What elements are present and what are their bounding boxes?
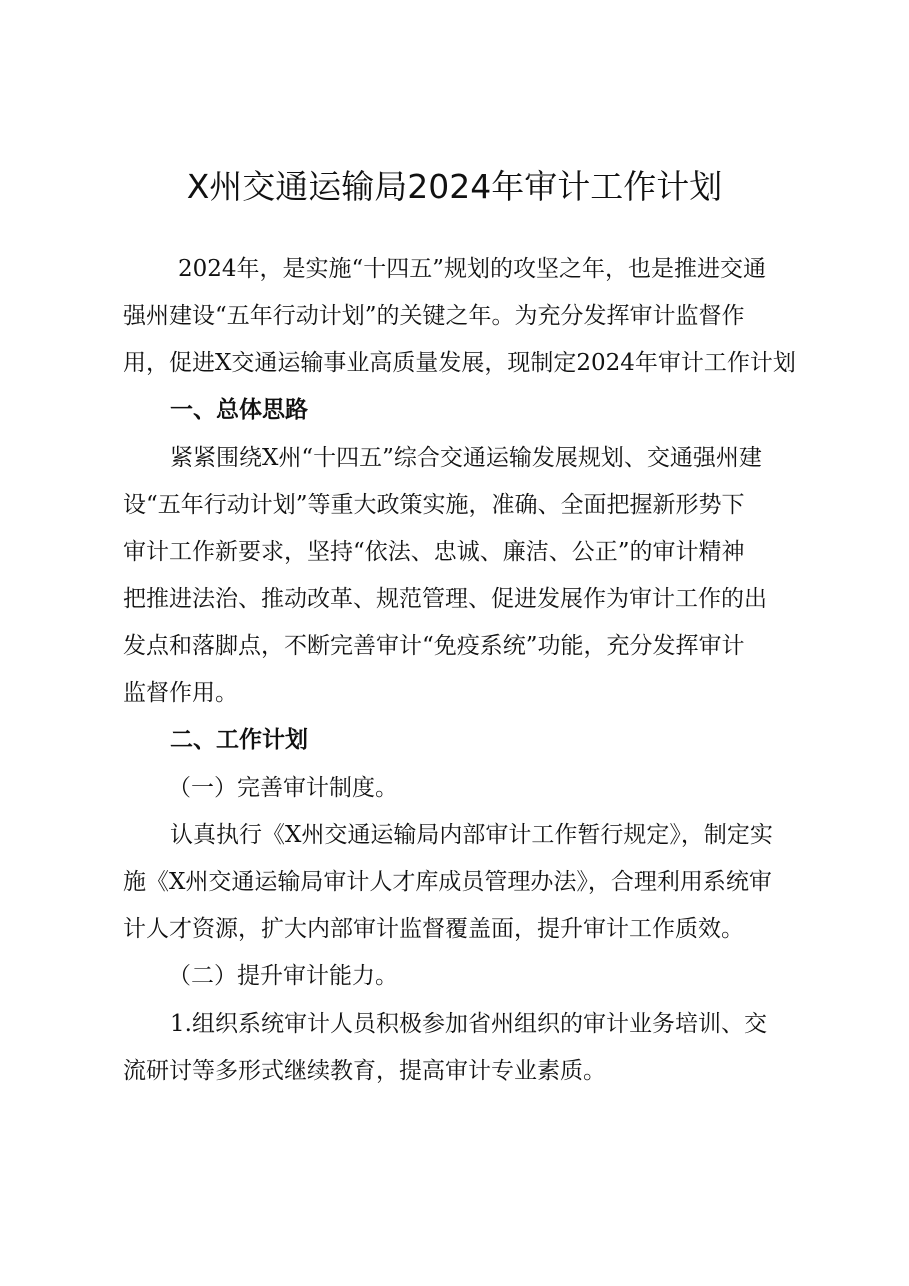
paragraph-capability-line-2: 流研讨等多形式继续教育，提高审计专业素质。 bbox=[123, 1058, 606, 1084]
subheading-improve-system: （一）完善审计制度。 bbox=[168, 775, 398, 801]
paragraph-capability-line-1: 1.组织系统审计人员积极参加省州组织的审计业务培训、交 bbox=[170, 1011, 767, 1037]
heading-work-plan: 二、工作计划 bbox=[170, 726, 308, 753]
paragraph-intro-line-2: 强州建设“五年行动计划”的关键之年。为充分发挥审计监督作 bbox=[123, 303, 745, 329]
paragraph-intro-line-1: 2024年，是实施“十四五”规划的攻坚之年，也是推进交通 bbox=[178, 256, 767, 282]
paragraph-approach-line-3: 审计工作新要求，坚持“依法、忠诚、廉洁、公正”的审计精神 bbox=[123, 539, 745, 565]
paragraph-approach-line-6: 监督作用。 bbox=[123, 680, 238, 706]
paragraph-system-line-3: 计人才资源，扩大内部审计监督覆盖面，提升审计工作质效。 bbox=[123, 916, 744, 942]
paragraph-system-line-1: 认真执行《X州交通运输局内部审计工作暂行规定》，制定实 bbox=[170, 822, 773, 848]
document-title: X州交通运输局2024年审计工作计划 bbox=[186, 167, 723, 206]
paragraph-approach-line-1: 紧紧围绕X州“十四五”综合交通运输发展规划、交通强州建 bbox=[170, 445, 762, 471]
subheading-improve-capability: （二）提升审计能力。 bbox=[168, 963, 398, 989]
heading-overall-approach: 一、总体思路 bbox=[170, 396, 308, 423]
paragraph-intro-line-3: 用，促进X交通运输事业高质量发展，现制定2024年审计工作计划 bbox=[123, 350, 796, 376]
paragraph-system-line-2: 施《X州交通运输局审计人才库成员管理办法》，合理利用系统审 bbox=[123, 869, 772, 895]
paragraph-approach-line-4: 把推进法治、推动改革、规范管理、促进发展作为审计工作的出 bbox=[123, 586, 767, 612]
paragraph-approach-line-2: 设“五年行动计划”等重大政策实施，准确、全面把握新形势下 bbox=[123, 492, 745, 518]
paragraph-approach-line-5: 发点和落脚点，不断完善审计“免疫系统”功能，充分发挥审计 bbox=[123, 633, 745, 659]
